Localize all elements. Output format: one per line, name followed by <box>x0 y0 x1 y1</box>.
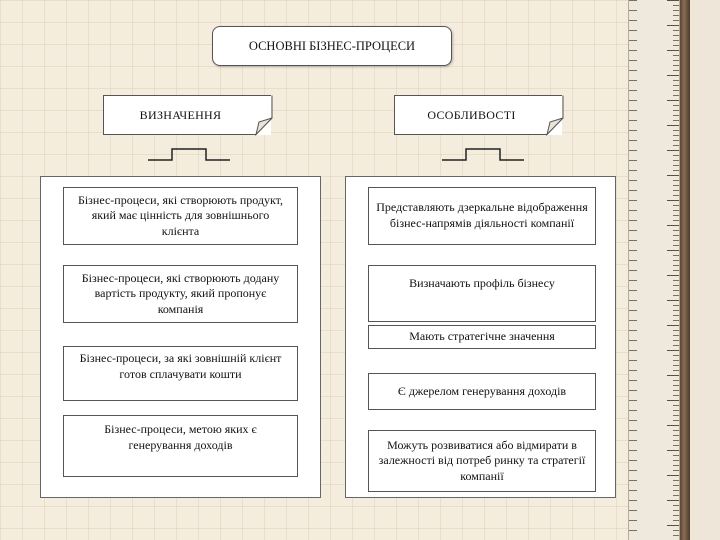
feature-item: Можуть розвиватися або відмирати в залежності від потреб ринку та стратегії компанії <box>368 430 596 492</box>
feature-item: Представляють дзеркальне відображення бізнес-напрямів діяльності компанії <box>368 187 596 245</box>
feature-item: Є джерелом генерування доходів <box>368 373 596 410</box>
ruler-ticks <box>629 0 637 540</box>
definition-item: Бізнес-процеси, метою яких є генерування доходів <box>63 415 298 477</box>
right-header-fold <box>394 95 564 137</box>
right-header-text: ОСОБЛИВОСТІ <box>427 108 516 122</box>
diagram-title <box>212 26 452 66</box>
left-header-fold <box>103 95 273 137</box>
margin-strip <box>690 0 720 540</box>
definition-item: Бізнес-процеси, які створюють продукт, який має цінність для зовнішнього клієнта <box>63 187 298 245</box>
left-header-text: ВИЗНАЧЕННЯ <box>139 108 222 122</box>
ruler-major-ticks <box>667 0 679 540</box>
definition-item: Бізнес-процеси, які створюють додану вартість продукту, який пропонує компанія <box>63 265 298 323</box>
right-bracket-connector <box>442 147 524 163</box>
wooden-bar-decoration <box>680 0 690 540</box>
feature-item: Визначають профіль бізнесу <box>368 265 596 322</box>
ruler-decoration <box>628 0 680 540</box>
definition-item: Бізнес-процеси, за які зовнішній клієнт готов сплачувати кошти <box>63 346 298 401</box>
feature-item: Мають стратегічне значення <box>368 325 596 349</box>
left-bracket-connector <box>148 147 230 163</box>
diagram-title-text: ОСНОВНІ БІЗНЕС-ПРОЦЕСИ <box>248 38 416 53</box>
